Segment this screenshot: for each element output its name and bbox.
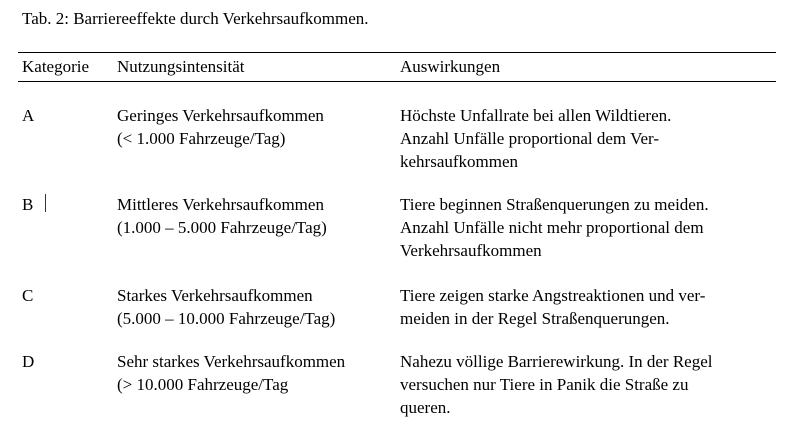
effects-line: Tiere beginnen Straßenquerungen zu meiden. xyxy=(400,195,709,214)
text-cursor xyxy=(45,194,46,212)
usage-line: Starkes Verkehrsaufkommen xyxy=(117,286,313,305)
effects-line: kehrsaufkommen xyxy=(400,152,519,171)
table-top-rule xyxy=(18,52,776,53)
effects-line: Anzahl Unfälle proportional dem Ver- xyxy=(400,129,659,148)
category-cell: A xyxy=(22,106,35,125)
effects-cell xyxy=(400,104,671,173)
effects-cell xyxy=(400,193,709,262)
usage-line: Sehr starkes Verkehrsaufkommen xyxy=(117,352,346,371)
effects-cell xyxy=(400,350,713,419)
effects-line: queren. xyxy=(400,398,451,417)
effects-line: Höchste Unfallrate bei allen Wildtieren. xyxy=(400,106,672,125)
category-cell: D xyxy=(22,352,35,371)
usage-line: Mittleres Verkehrsaufkommen xyxy=(117,195,324,214)
category-cell: B xyxy=(22,195,34,214)
usage-cell xyxy=(117,350,345,396)
effects-line: versuchen nur Tiere in Panik die Straße zu xyxy=(400,375,689,394)
usage-line: Geringes Verkehrsaufkommen xyxy=(117,106,324,125)
category-cell: C xyxy=(22,286,34,305)
usage-cell xyxy=(117,104,324,150)
effects-cell xyxy=(400,284,705,330)
column-header-auswirkungen: Auswirkungen xyxy=(400,57,501,76)
usage-cell xyxy=(117,193,327,239)
effects-line: Anzahl Unfälle nicht mehr proportional dem xyxy=(400,218,704,237)
column-header-nutzungsintensitaet: Nutzungsintensität xyxy=(117,57,245,76)
table-header-rule xyxy=(18,81,776,82)
table-caption: Tab. 2: Barriereeffekte durch Verkehrsaufkommen. xyxy=(22,9,369,28)
usage-line: (> 10.000 Fahrzeuge/Tag xyxy=(117,375,289,394)
effects-line: Tiere zeigen starke Angstreaktionen und ver- xyxy=(400,286,706,305)
effects-line: meiden in der Regel Straßenquerungen. xyxy=(400,309,670,328)
usage-cell xyxy=(117,284,335,330)
usage-line: (< 1.000 Fahrzeuge/Tag) xyxy=(117,129,286,148)
effects-line: Nahezu völlige Barrierewirkung. In der Regel xyxy=(400,352,713,371)
usage-line: (1.000 – 5.000 Fahrzeuge/Tag) xyxy=(117,218,327,237)
column-header-kategorie: Kategorie xyxy=(22,57,90,76)
effects-line: Verkehrsaufkommen xyxy=(400,241,542,260)
usage-line: (5.000 – 10.000 Fahrzeuge/Tag) xyxy=(117,309,336,328)
